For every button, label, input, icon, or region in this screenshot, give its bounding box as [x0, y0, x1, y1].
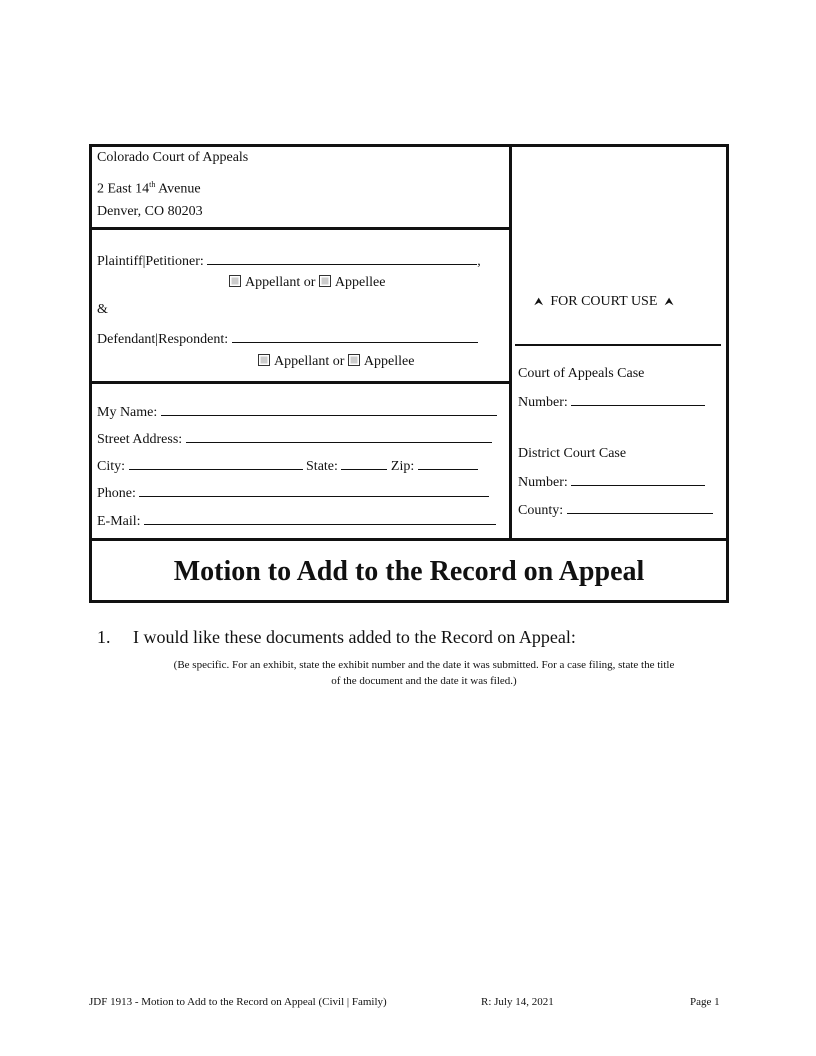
appellee-checkbox[interactable]: [319, 275, 331, 287]
arrow-up-icon: ⮝: [664, 296, 674, 308]
border: [89, 538, 729, 541]
border: [509, 144, 512, 540]
court-address: 2 East 14th Avenue: [97, 180, 201, 197]
plaintiff-role: Appellant or Appellee: [229, 275, 385, 291]
district-number-field[interactable]: Number:: [518, 473, 705, 491]
plaintiff-field[interactable]: Plaintiff|Petitioner: ,: [97, 254, 481, 269]
item-hint-2: of the document and the date it was filed.): [331, 675, 517, 687]
footer-form: JDF 1913 - Motion to Add to the Record on Appeal (Civil | Family): [89, 996, 387, 1008]
border: [89, 600, 729, 603]
item-hint-1: (Be specific. For an exhibit, state the exhibit number and the date it was submitted. For a case filing, state the title: [173, 659, 675, 671]
footer-revision: R: July 14, 2021: [481, 996, 554, 1008]
border: [89, 227, 511, 230]
court-name: Colorado Court of Appeals: [97, 150, 249, 165]
city-state-zip-field[interactable]: City: State: Zip:: [97, 457, 478, 475]
divider: [515, 344, 721, 346]
phone-field[interactable]: Phone:: [97, 484, 489, 502]
appellant-checkbox[interactable]: [258, 354, 270, 366]
item-number: 1.: [97, 627, 111, 647]
footer-page: Page 1: [690, 996, 720, 1008]
ampersand: &: [97, 302, 108, 317]
border: [726, 144, 729, 603]
border: [89, 144, 92, 603]
defendant-role: Appellant or Appellee: [258, 354, 414, 370]
court-use-label: ⮝ FOR COURT USE ⮝: [534, 294, 674, 309]
coa-case-label: Court of Appeals Case: [518, 366, 645, 381]
appellant-checkbox[interactable]: [229, 275, 241, 287]
defendant-field[interactable]: Defendant|Respondent:: [97, 330, 478, 348]
border: [89, 381, 511, 384]
item-text: I would like these documents added to the Record on Appeal:: [133, 627, 576, 647]
court-city: Denver, CO 80203: [97, 204, 203, 219]
arrow-up-icon: ⮝: [534, 296, 544, 308]
email-field[interactable]: E-Mail:: [97, 512, 496, 530]
coa-number-field[interactable]: Number:: [518, 393, 705, 411]
street-field[interactable]: Street Address:: [97, 430, 492, 448]
page-title: Motion to Add to the Record on Appeal: [173, 556, 645, 587]
appellee-checkbox[interactable]: [348, 354, 360, 366]
county-field[interactable]: County:: [518, 501, 713, 519]
district-case-label: District Court Case: [518, 446, 627, 461]
border: [89, 144, 729, 147]
name-field[interactable]: My Name:: [97, 403, 497, 421]
